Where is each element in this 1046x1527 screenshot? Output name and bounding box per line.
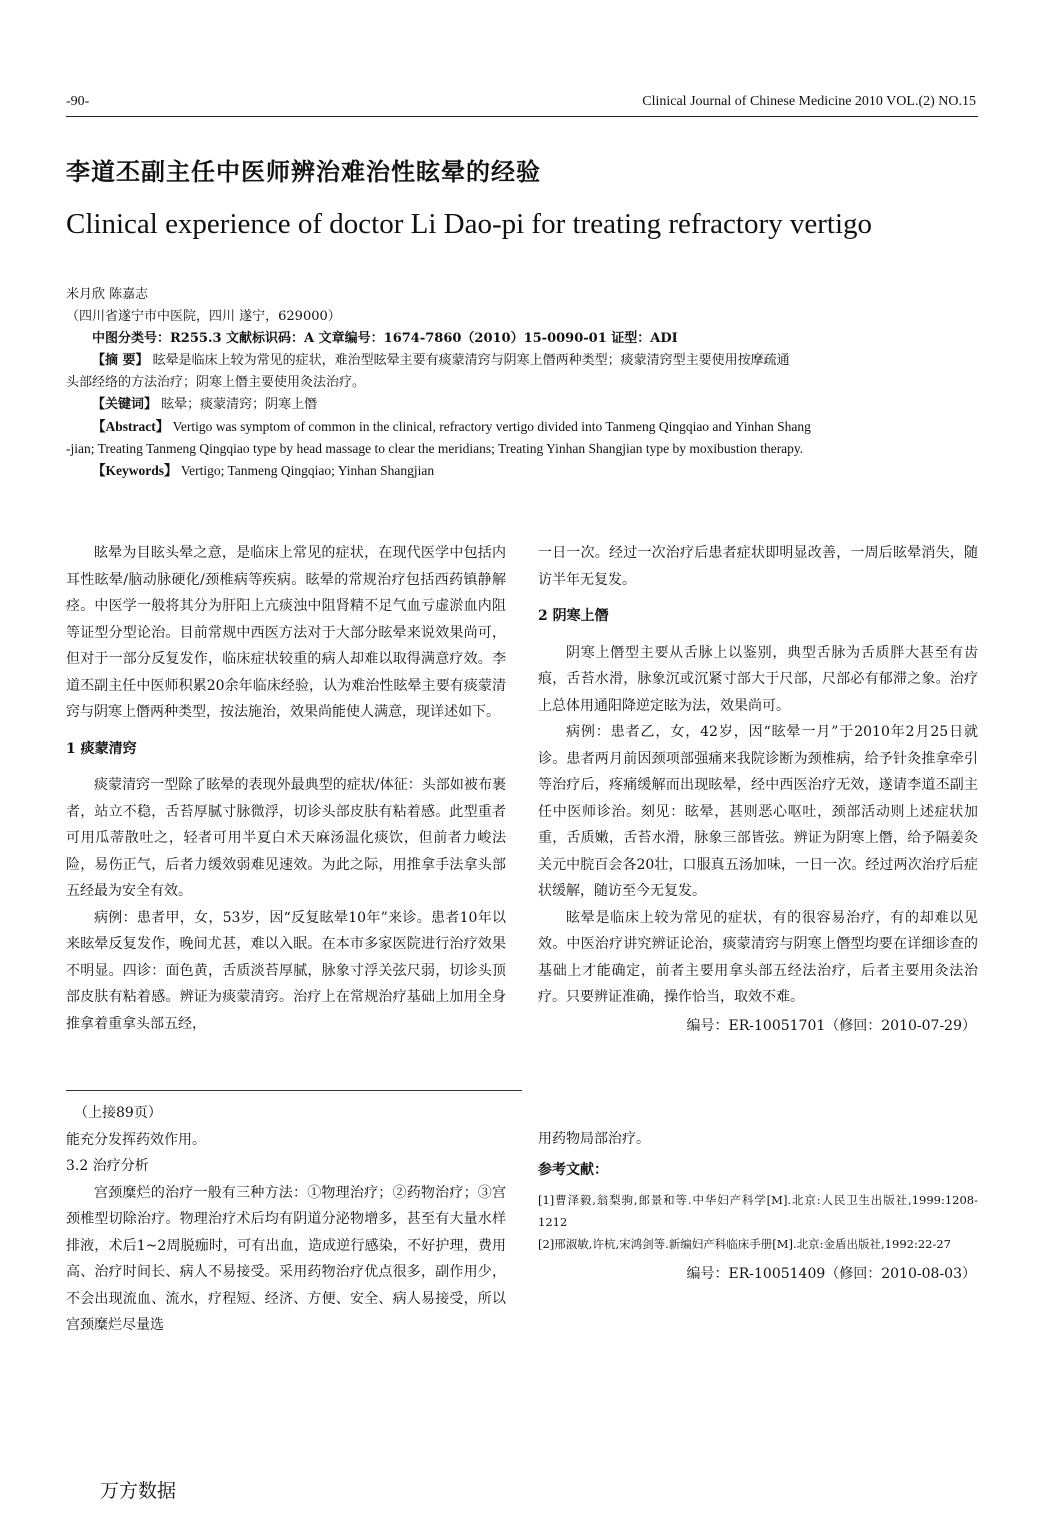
keywords-cn bbox=[66, 394, 978, 416]
classification: 中图分类号：R255.3 文献标识码：A 文章编号：1674-7860（2010）15-0090-01 证型：ADI bbox=[92, 331, 678, 346]
affiliation: （四川省遂宁市中医院，四川 遂宁，629000） bbox=[66, 309, 341, 324]
title-english: Clinical experience of doctor Li Dao-pi for treating refractory vertigo bbox=[66, 208, 873, 240]
lower-left-column bbox=[66, 1100, 506, 1339]
case-2-paragraph: 病例：患者乙，女，42岁，因“眩晕一月”于2010年2月25日就诊。患者两月前因颈项部强痛来我院诊断为颈椎病，给予针灸推拿牵引等治疗后，疼痛缓解而出现眩晕，经中西医治疗无效，遂请李道丕副主任中医师诊治。刻见：眩晕，甚则恶心呕吐，颈部活动则上述症状加重，舌质嫩，舌苔水滑，脉象三部皆弦。辨证为阴寒上僭，给予隔姜灸关元中脘百会各20壮，口服真五汤加味，一日一次。经过两次治疗后症状缓解，随访至今无复发。 bbox=[538, 724, 978, 899]
lower-right-column bbox=[538, 1126, 978, 1288]
abstract-en-text-1: Vertigo was symptom of common in the clinical, refractory vertigo divided into Tanmeng Qingqiao and Yinhan Shang bbox=[172, 419, 811, 434]
case-1-paragraph: 病例：患者甲，女，53岁，因“反复眩晕10年”来诊。患者10年以来眩晕反复发作，晚间尤甚，难以入眠。在本市多家医院进行治疗效果不明显。四诊：面色黄，舌质淡苔厚腻，脉象寸浮关弦尺弱，切诊头顶部皮肤有粘着感。辨证为痰蒙清窍。治疗上在常规治疗基础上加用全身推拿着重拿头部五经， bbox=[66, 909, 506, 1032]
keywords-en-text: Vertigo; Tanmeng Qingqiao; Yinhan Shangjian bbox=[180, 463, 435, 478]
section-heading-2: 2 阴寒上僭 bbox=[538, 608, 609, 624]
abstract-cn-text-1: 眩晕是临床上较为常见的症状，难治型眩晕主要有痰蒙清窍与阴寒上僭两种类型；痰蒙清窍型主要使用按摩疏通 bbox=[152, 353, 790, 368]
abstract-en-label: 【Abstract】 bbox=[92, 419, 170, 434]
article-id-2: 编号：ER-10051409（修回：2010-08-03） bbox=[686, 1266, 976, 1282]
right-column bbox=[538, 540, 978, 1039]
article-id: 编号：ER-10051701（修回：2010-07-29） bbox=[686, 1017, 976, 1034]
front-matter bbox=[66, 284, 978, 482]
watermark-text: 万方数据 bbox=[100, 1480, 177, 1502]
authors: 米月欣 陈嘉志 bbox=[66, 287, 149, 302]
references-title: 参考文献： bbox=[538, 1161, 608, 1178]
subsection-heading: 3.2 治疗分析 bbox=[66, 1158, 149, 1174]
continued-line-right: 用药物局部治疗。 bbox=[538, 1131, 650, 1147]
title-chinese: 李道丕副主任中医师辨治难治性眩晕的经验 bbox=[66, 158, 541, 186]
keywords-en bbox=[66, 460, 978, 482]
case-1-continued: 一日一次。经过一次治疗后患者症状即明显改善，一周后眩晕消失，随访半年无复发。 bbox=[538, 545, 978, 588]
abstract-cn-label: 【摘 要】 bbox=[92, 353, 149, 368]
intro-paragraph: 眩晕为目眩头晕之意，是临床上常见的症状，在现代医学中包括内耳性眩晕/脑动脉硬化/颈椎病等疾病。眩晕的常规治疗包括西药镇静解痉。中医学一般将其分为肝阳上亢痰浊中阻肾精不足气血亏虚淤血内阻等证型分型论治。目前常规中西医方法对于大部分眩晕来说效果尚可，但对于一部分反复发作，临床症状较重的病人却难以取得满意疗效。李道丕副主任中医师积累20余年临床经验，认为难治性眩晕主要有痰蒙清窍与阴寒上僭两种类型，按法施治，效果尚能使人满意，现详述如下。 bbox=[66, 545, 506, 720]
section-heading-1: 1 痰蒙清窍 bbox=[66, 740, 137, 757]
conclusion-paragraph: 眩晕是临床上较为常见的症状，有的很容易治疗，有的却难以见效。中医治疗讲究辨证论治，痰蒙清窍与阴寒上僭型均要在详细诊查的基础上才能确定，前者主要用拿头部五经法治疗，后者主要用灸法治疗。只要辨证准确，操作恰当，取效不难。 bbox=[538, 909, 978, 1005]
abstract-cn-text-2: 头部经络的方法治疗；阴寒上僭主要使用灸法治疗。 bbox=[66, 375, 366, 390]
keywords-cn-label: 【关键词】 bbox=[92, 397, 158, 412]
continued-from: （上接89页） bbox=[74, 1105, 162, 1121]
header-rule bbox=[66, 116, 978, 117]
section-1-paragraph: 痰蒙清窍一型除了眩晕的表现外最典型的症状/体征：头部如被布裹者，站立不稳，舌苔厚腻寸脉微浮，切诊头部皮肤有粘着感。此型重者可用瓜蒂散吐之，轻者可用半夏白术天麻汤温化痰饮，但前者力峻法险，易伤正气，后者力缓效弱难见速效。为此之际，用推拿手法拿头部五经最为安全有效。 bbox=[66, 777, 506, 899]
reference-2: [2]邢淑敏,许杭,宋鸿剑等.新编妇产科临床手册[M].北京:金盾出版社,1992:22-27 bbox=[538, 1237, 951, 1251]
left-column bbox=[66, 540, 506, 1037]
column-divider-rule bbox=[66, 1090, 522, 1091]
continued-line: 能充分发挥药效作用。 bbox=[66, 1131, 206, 1148]
abstract-en-text-2: -jian; Treating Tanmeng Qingqiao type by head massage to clear the meridians; Treating Yinhan Shangjian type by moxibustion therapy. bbox=[66, 441, 804, 456]
treatment-analysis-paragraph: 宫颈糜烂的治疗一般有三种方法：①物理治疗；②药物治疗；③宫颈椎型切除治疗。物理治疗术后均有阴道分泌物增多，甚至有大量水样排液，术后1~2周脱痂时，可有出血，造成逆行感染，不好护理，费用高、治疗时间长、病人不易接受。采用药物治疗优点很多，副作用少，不会出现流血、流水，疗程短、经济、方便、安全、病人易接受，所以宫颈糜烂尽量选 bbox=[66, 1184, 506, 1333]
section-2-paragraph: 阴寒上僭型主要从舌脉上以鉴别，典型舌脉为舌质胖大甚至有齿痕，舌苔水滑，脉象沉或沉紧寸部大于尺部，尺部必有郁滞之象。治疗上总体用通阳降逆定眩为法，效果尚可。 bbox=[538, 644, 978, 714]
abstract-en bbox=[66, 416, 978, 438]
journal-header: Clinical Journal of Chinese Medicine 2010 VOL.(2) NO.15 bbox=[642, 94, 976, 109]
reference-1: [1]曹泽毅,翁梨驹,郎景和等.中华妇产科学[M].北京:人民卫生出版社,1999:1208-1212 bbox=[538, 1193, 978, 1229]
keywords-en-label: 【Keywords】 bbox=[92, 463, 178, 478]
page-number: -90- bbox=[66, 94, 90, 109]
keywords-cn-text: 眩晕；痰蒙清窍；阴寒上僭 bbox=[161, 397, 318, 412]
abstract-cn bbox=[66, 350, 978, 372]
